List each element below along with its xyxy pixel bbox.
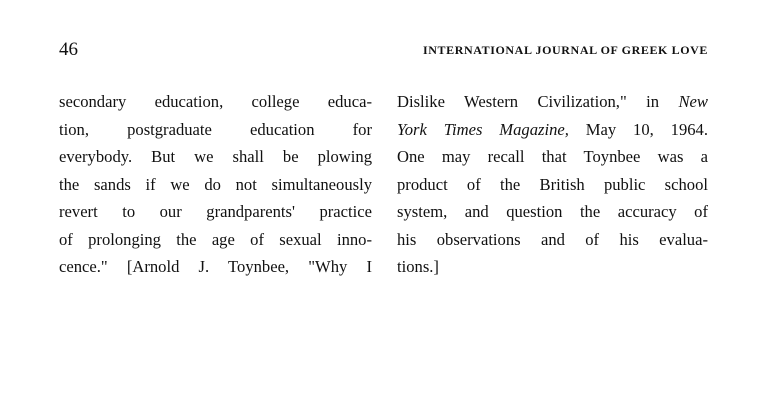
text-line	[397, 116, 708, 144]
text-line: the sands if we do not simultaneously	[59, 174, 372, 194]
text-line: of prolonging the age of sexual inno-	[59, 229, 372, 249]
text-line: product of the British public school	[397, 174, 708, 194]
text-line: everybody. But we shall be plowing	[59, 147, 372, 166]
left-text-column	[59, 88, 372, 281]
text-line: secondary education, college educa-	[59, 92, 372, 111]
text-line: system, and question the accuracy of	[397, 202, 708, 221]
text-line	[397, 88, 708, 116]
text-line: revert to our grandparents' practice	[59, 202, 372, 221]
running-head: INTERNATIONAL JOURNAL OF GREEK LOVE	[422, 43, 708, 57]
text-line: One may recall that Toynbee was a	[397, 147, 708, 166]
text-line: tions.]	[397, 257, 439, 276]
italic-run: New	[678, 92, 708, 111]
text-line: cence." [Arnold J. Toynbee, "Why I	[59, 257, 372, 276]
right-text-column	[397, 88, 708, 281]
text-run: Dislike Western Civilization," in	[397, 92, 679, 111]
page-number: 46	[59, 39, 78, 60]
text-line: tion, postgraduate education for	[59, 119, 372, 139]
text-run: May 10, 1964.	[568, 119, 708, 139]
italic-run: York Times Magazine,	[397, 119, 569, 139]
text-line: his observations and of his evalua-	[397, 229, 708, 249]
